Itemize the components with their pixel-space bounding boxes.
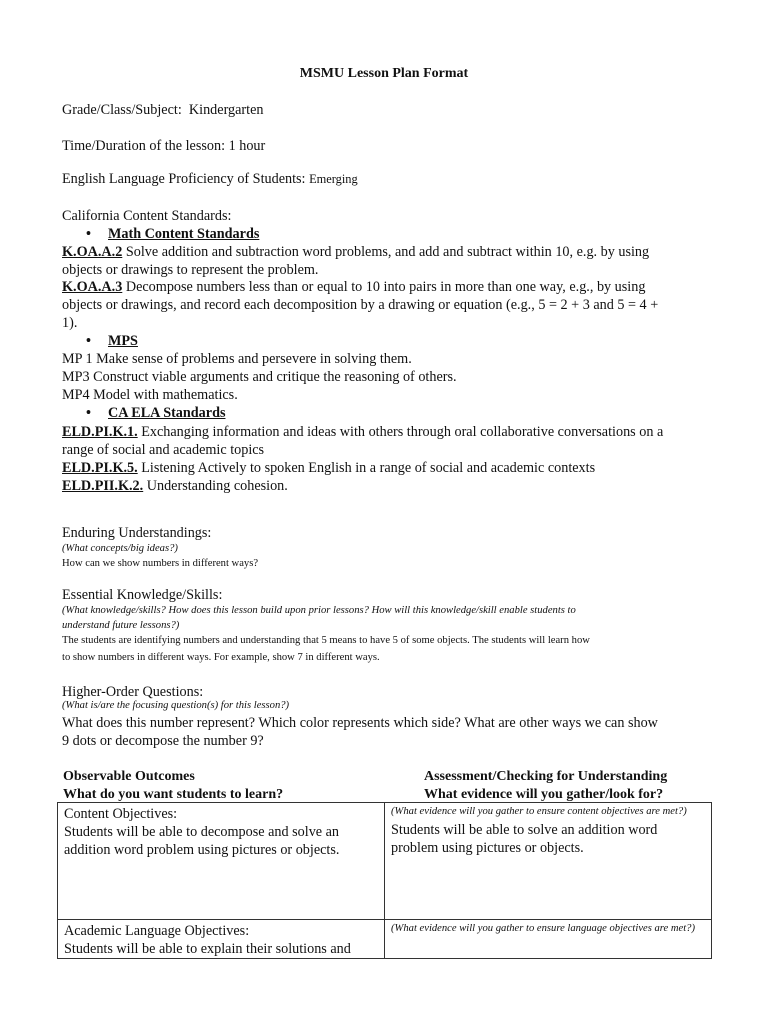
language-evidence-prompt: (What evidence will you gather to ensure language objectives are met?) — [391, 923, 695, 934]
essential-answer: The students are identifying numbers and understanding that 5 means to have 5 of some objects. The students will learn how — [62, 635, 590, 646]
standard-text: Exchanging information and ideas with others through oral collaborative conversations on a — [141, 424, 664, 440]
standard-code: K.OA.A.2 — [62, 244, 123, 260]
standard-text: Listening Actively to spoken English in a range of social and academic contexts — [141, 460, 596, 476]
essential-prompt: (What knowledge/skills? How does this lesson build upon prior lessons? How will this knowledge/skill enable students to — [62, 605, 576, 616]
higher-order-heading: Higher-Order Questions: — [62, 684, 204, 700]
proficiency-value: Emerging — [309, 172, 358, 186]
assessment-header: Assessment/Checking for Understanding — [424, 769, 668, 784]
outcomes-header: Observable Outcomes — [63, 769, 195, 784]
mps-item: MP4 Model with mathematics. — [62, 387, 238, 403]
time-line — [62, 137, 265, 155]
assessment-subheader: What evidence will you gather/look for? — [424, 787, 664, 802]
language-objectives-text: Students will be able to explain their solutions and — [64, 941, 351, 957]
standard-code: ELD.PII.K.2. — [62, 478, 144, 494]
math-heading-text: Math Content Standards — [108, 226, 260, 242]
higher-order-answer: What does this number represent? Which color represents which side? What are other ways we can show — [62, 715, 658, 731]
standard-eld-pi-k5 — [62, 459, 595, 477]
bullet-icon: • — [86, 333, 91, 349]
table-row — [58, 803, 712, 920]
content-objectives-cell — [58, 803, 385, 920]
content-objectives-label: Content Objectives: — [64, 806, 178, 822]
mps-item: MP3 Construct viable arguments and critique the reasoning of others. — [62, 369, 457, 385]
higher-order-answer-continued: 9 dots or decompose the number 9? — [62, 733, 264, 749]
language-evidence-cell — [385, 920, 712, 959]
content-evidence-cell — [385, 803, 712, 920]
mps-heading — [86, 332, 138, 350]
math-standards-heading — [86, 225, 259, 243]
essential-heading: Essential Knowledge/Skills: — [62, 587, 223, 603]
standard-text: Solve addition and subtraction word problems, and add and subtract within 10, e.g. by using — [125, 244, 650, 260]
time-label: Time/Duration of the lesson: — [62, 138, 226, 154]
standard-koa-a2 — [62, 243, 649, 261]
mps-heading-text: MPS — [108, 333, 138, 349]
time-value: 1 hour — [228, 138, 266, 154]
standard-text-continued: objects or drawings to represent the problem. — [62, 262, 319, 278]
standard-text: Understanding cohesion. — [146, 478, 288, 494]
standard-text-continued: objects or drawings, and record each decomposition by a drawing or equation (e.g., 5 = 2 + 3 and 5 = 4 + — [62, 297, 659, 313]
grade-label: Grade/Class/Subject: — [62, 102, 182, 118]
content-evidence-prompt: (What evidence will you gather to ensure content objectives are met?) — [391, 806, 687, 817]
grade-value: Kindergarten — [188, 102, 264, 118]
proficiency-line — [62, 170, 358, 188]
bullet-icon: • — [86, 226, 91, 242]
standard-eld-pi-k1 — [62, 423, 663, 441]
content-evidence-text: Students will be able to solve an addition word problem using pictures or objects. — [391, 822, 658, 856]
page-title: MSMU Lesson Plan Format — [299, 66, 469, 81]
standard-text-continued: 1). — [62, 315, 78, 331]
standard-code: ELD.PI.K.1. — [62, 424, 138, 440]
standard-code: K.OA.A.3 — [62, 279, 123, 295]
language-objectives-label: Academic Language Objectives: — [64, 923, 250, 939]
proficiency-label: English Language Proficiency of Students: — [62, 171, 306, 187]
essential-answer-continued: to show numbers in different ways. For example, show 7 in different ways. — [62, 652, 380, 663]
standard-eld-pii-k2 — [62, 477, 288, 495]
ela-heading-text: CA ELA Standards — [108, 405, 226, 421]
bullet-icon: • — [86, 405, 91, 421]
enduring-heading: Enduring Understandings: — [62, 525, 212, 541]
higher-order-prompt: (What is/are the focusing question(s) for this lesson?) — [62, 700, 290, 711]
outcomes-table — [57, 802, 712, 959]
content-objectives-text: Students will be able to decompose and solve an addition word problem using pictures or objects. — [64, 824, 340, 858]
standard-code: ELD.PI.K.5. — [62, 460, 138, 476]
table-row — [58, 920, 712, 959]
mps-item: MP 1 Make sense of problems and persevere in solving them. — [62, 351, 412, 367]
enduring-prompt: (What concepts/big ideas?) — [62, 543, 178, 554]
standards-heading: California Content Standards: — [62, 208, 232, 224]
standard-text: Decompose numbers less than or equal to 10 into pairs in more than one way, e.g., by using — [125, 279, 646, 295]
ela-heading — [86, 404, 225, 422]
standard-text-continued: range of social and academic topics — [62, 442, 265, 458]
standard-koa-a3 — [62, 278, 645, 296]
outcomes-subheader: What do you want students to learn? — [63, 787, 284, 802]
enduring-answer: How can we show numbers in different ways? — [62, 558, 259, 569]
grade-line — [62, 101, 263, 119]
essential-prompt-continued: understand future lessons?) — [62, 620, 180, 631]
language-objectives-cell — [58, 920, 385, 959]
